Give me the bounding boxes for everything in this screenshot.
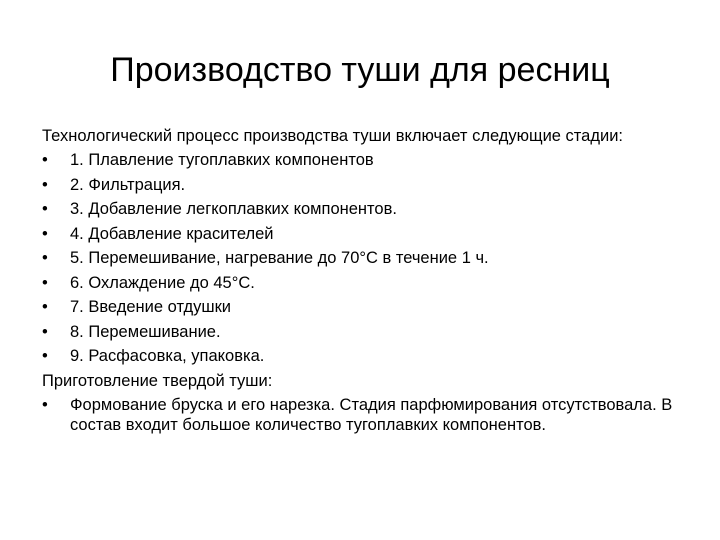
step-text: 3. Добавление легкоплавких компонентов. [70,200,397,218]
step-text: 6. Охлаждение до 45°С. [70,273,255,292]
bullet-icon: • [42,298,48,316]
bullet-icon: • [42,322,48,341]
list-item [42,346,692,366]
list-item [42,273,692,293]
step-text: 5. Перемешивание, нагревание до 70°С в течение 1 ч. [70,249,489,267]
intro-paragraph: Технологический процесс производства туши включает следующие стадии: [42,127,624,145]
step-text: 1. Плавление тугоплавких компонентов [70,151,374,169]
list-item [42,297,692,317]
bullet-icon: • [42,175,48,194]
list-item [42,224,692,244]
step-text: 4. Добавление красителей [70,224,274,243]
list-item [42,248,692,268]
bullet-icon: • [42,249,48,267]
bullet-icon: • [42,273,48,292]
list-item [42,175,692,195]
bullet-icon: • [42,395,48,414]
section-item-text: Формование бруска и его нарезка. Стадия парфюмирования отсутствовала. В состав входит большое количество тугоплавких компонентов. [70,395,673,434]
list-item [42,322,692,342]
section-heading: Приготовление твердой туши: [42,371,273,390]
list-item [42,395,692,435]
step-text: 9. Расфасовка, упаковка. [70,347,265,365]
bullet-icon: • [42,200,48,218]
slide-title: Производство туши для ресниц [110,51,610,89]
slide-content [42,126,692,439]
bullet-icon: • [42,224,48,243]
list-item [42,150,692,170]
step-text: 7. Введение отдушки [70,298,232,316]
step-text: 8. Перемешивание. [70,322,221,341]
step-text: 2. Фильтрация. [70,175,186,194]
bullet-icon: • [42,347,48,365]
bullet-icon: • [42,151,48,169]
list-item [42,199,692,219]
